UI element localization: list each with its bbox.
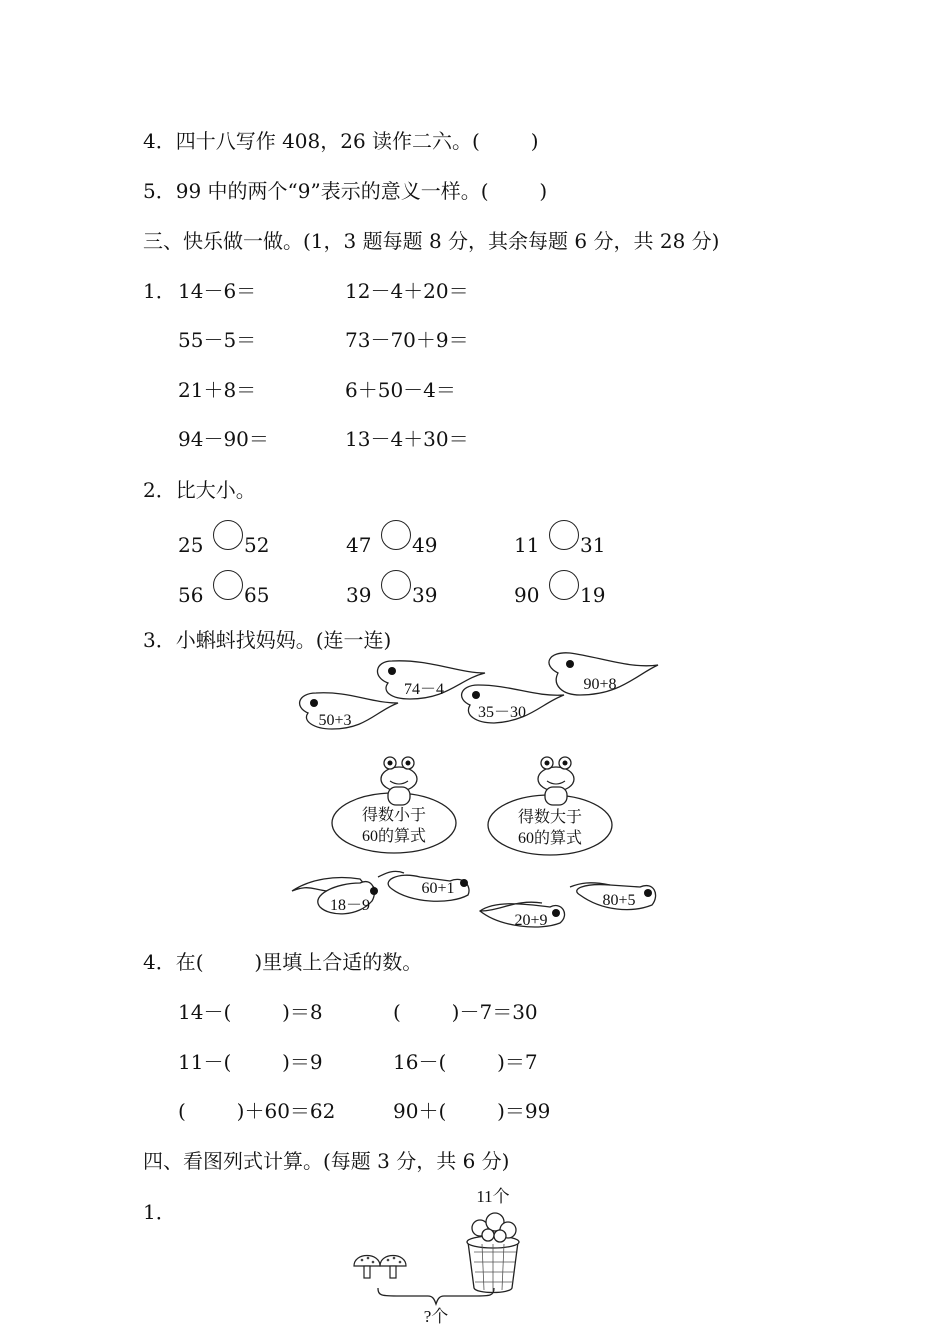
compare-right: 52 (244, 533, 270, 557)
calc-expression: 12－4＋20＝ (345, 279, 469, 303)
tadpole-label: 35－30 (477, 704, 527, 721)
compare-circle[interactable] (381, 520, 411, 550)
fill-blank-expression: 90＋( )＝99 (393, 1099, 551, 1123)
calc-expression: 55－5＝ (178, 328, 257, 352)
compare-right: 31 (580, 533, 606, 557)
question-3-label: 3．小蝌蚪找妈妈。(连一连) (143, 628, 392, 652)
frog-rule-line: 60的算式 (517, 830, 583, 847)
calc-expression: 14－6＝ (178, 279, 257, 303)
section-4-heading: 四、看图列式计算。(每题 3 分，共 6 分) (143, 1149, 510, 1173)
section-4-question-1-label: 1． (143, 1200, 176, 1224)
compare-circle[interactable] (381, 570, 411, 600)
compare-right: 49 (412, 533, 438, 557)
calc-expression: 6＋50－4＝ (345, 378, 456, 402)
calc-expression: 21＋8＝ (178, 378, 257, 402)
calc-expression: 73－70＋9＝ (345, 328, 469, 352)
fill-blank-expression: 16－( )＝7 (393, 1050, 538, 1074)
basket-count-label: 11个 (476, 1187, 510, 1206)
tadpole-matching-illustration (280, 655, 680, 935)
compare-circle[interactable] (213, 570, 243, 600)
question-2-label: 2．比大小。 (143, 478, 256, 502)
question-4-label: 4．在( )里填上合适的数。 (143, 950, 423, 974)
question-1-label: 1． (143, 279, 176, 303)
compare-circle[interactable] (549, 520, 579, 550)
tadpole-label: 18－9 (329, 897, 371, 914)
calc-expression: 94－90＝ (178, 427, 269, 451)
fill-blank-expression: ( )＋60＝62 (178, 1099, 336, 1123)
compare-circle[interactable] (549, 570, 579, 600)
tadpole-label: 60+1 (421, 880, 455, 897)
frog-rule-line: 得数小于 (361, 807, 427, 824)
compare-left: 11 (514, 533, 540, 557)
compare-left: 90 (514, 583, 540, 607)
compare-right: 39 (412, 583, 438, 607)
frog-rule-line: 得数大于 (517, 809, 583, 826)
compare-right: 19 (580, 583, 606, 607)
compare-left: 47 (346, 533, 372, 557)
section-3-heading: 三、快乐做一做。(1，3 题每题 8 分，其余每题 6 分，共 28 分) (143, 229, 720, 253)
tadpole-label: 50+3 (318, 712, 352, 729)
fill-blank-expression: 11－( )＝9 (178, 1050, 323, 1074)
tadpole-label: 80+5 (602, 892, 636, 909)
fill-blank-expression: 14－( )＝8 (178, 1000, 323, 1024)
total-unknown-label: ?个 (423, 1307, 449, 1326)
judgement-item-4: 4．四十八写作 408，26 读作二六。( ) (143, 129, 539, 153)
compare-left: 56 (178, 583, 204, 607)
mushroom-basket-illustration (340, 1180, 550, 1330)
fill-blank-expression: ( )－7＝30 (393, 1000, 538, 1024)
calc-expression: 13－4＋30＝ (345, 427, 469, 451)
compare-left: 25 (178, 533, 204, 557)
compare-right: 65 (244, 583, 270, 607)
tadpole-label: 20+9 (514, 912, 548, 929)
tadpole-label: 90+8 (583, 676, 617, 693)
judgement-item-5: 5．99 中的两个“9”表示的意义一样。( ) (143, 179, 548, 203)
frog-rule-line: 60的算式 (361, 828, 427, 845)
compare-left: 39 (346, 583, 372, 607)
compare-circle[interactable] (213, 520, 243, 550)
tadpole-label: 74－4 (403, 681, 445, 698)
